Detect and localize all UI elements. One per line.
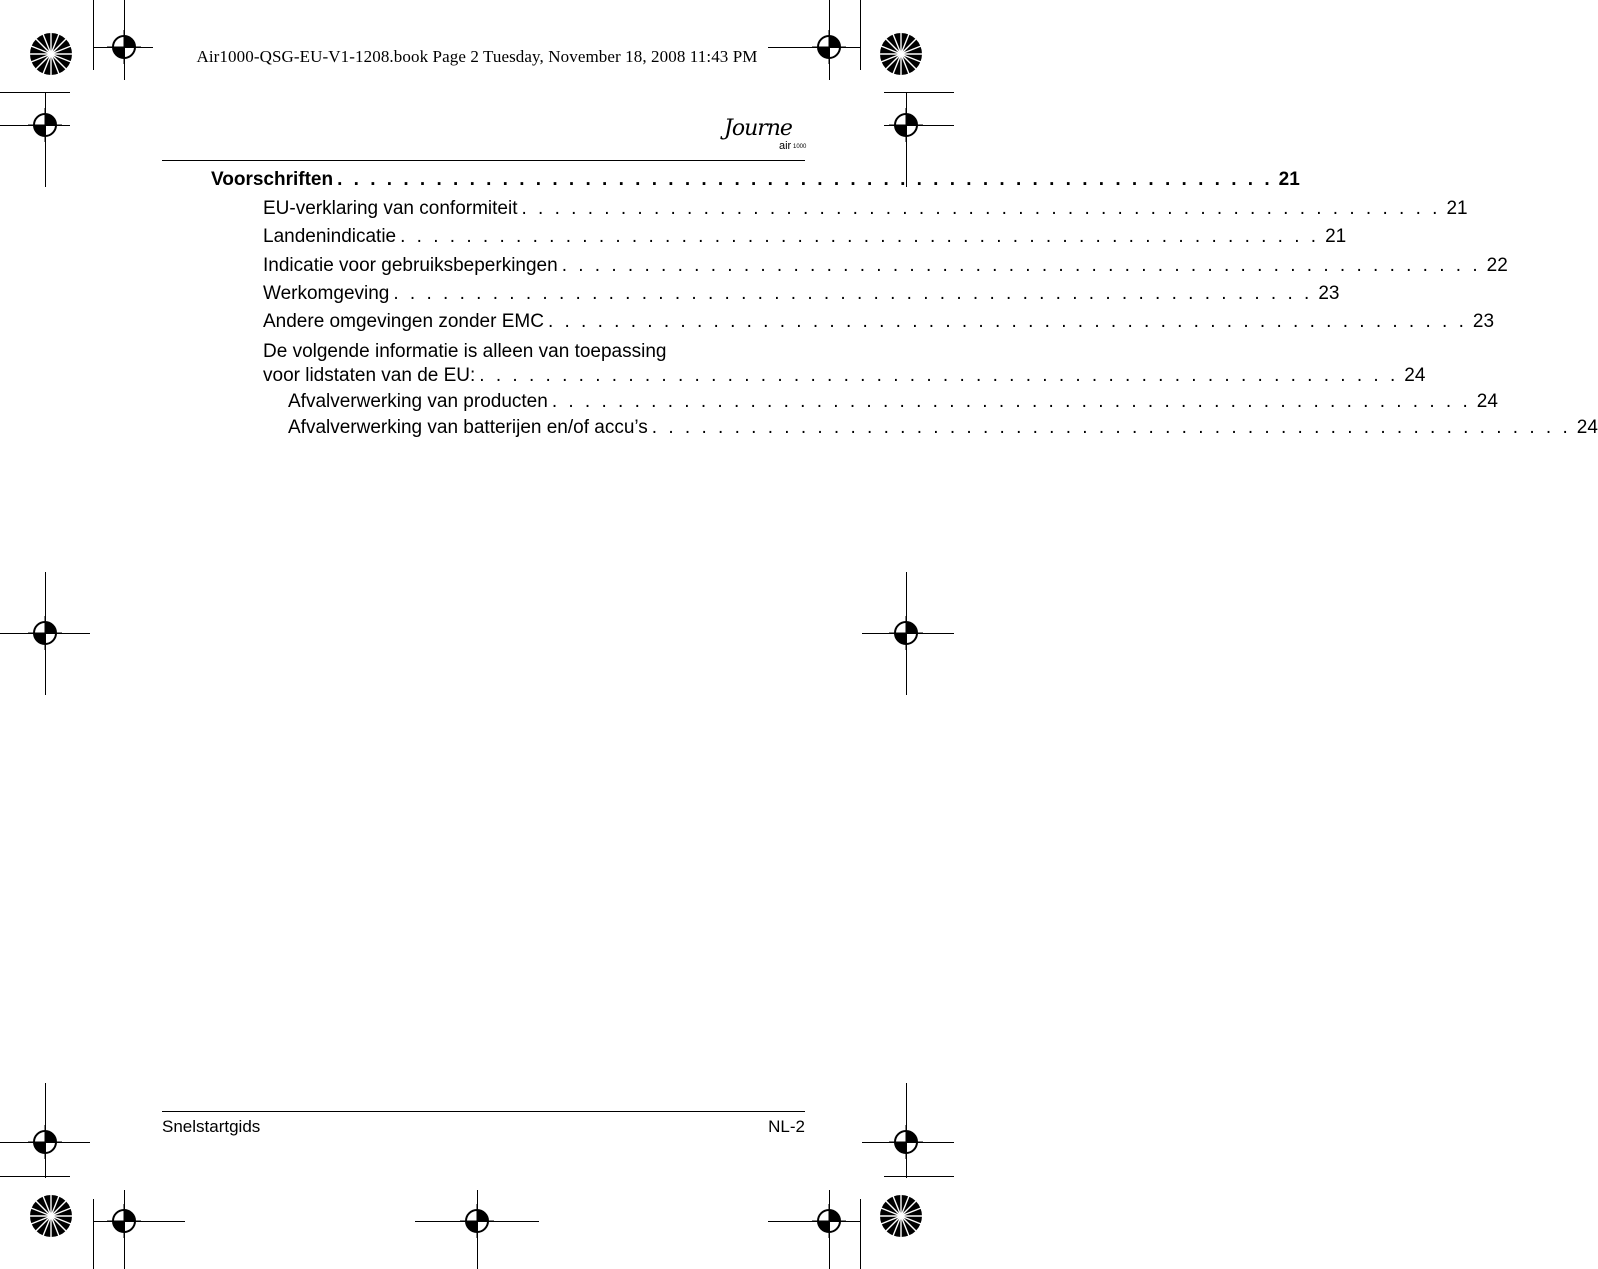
toc-leader-dots: . . . . . . . . . . . . . . . . . . . . . . . . . . . . . . . . . . . . . . . . . . . . . . . . . . . . . . . . bbox=[393, 283, 1313, 304]
toc-entry-label-line1[interactable]: De volgende informatie is alleen van toepassing bbox=[263, 341, 667, 362]
registration-target-icon bbox=[812, 30, 846, 64]
starburst-target-icon bbox=[28, 1193, 74, 1239]
toc-entry-label: voor lidstaten van de EU: bbox=[263, 365, 476, 386]
toc-page-number: 24 bbox=[1576, 417, 1598, 438]
print-slug: Air1000-QSG-EU-V1-1208.book Page 2 Tuesday, November 18, 2008 11:43 PM bbox=[196, 47, 758, 66]
toc-leader-dots: . . . . . . . . . . . . . . . . . . . . . . . . . . . . . . . . . . . . . . . . . . . . . . . . . . . . . . . . . bbox=[337, 169, 1273, 190]
logo-model-text: 1000 bbox=[793, 144, 807, 150]
toc-leader-dots: . . . . . . . . . . . . . . . . . . . . . . . . . . . . . . . . . . . . . . . . . . . . . . . . . . . . . . . . bbox=[651, 417, 1571, 438]
toc-section-label: Voorschriften bbox=[211, 169, 334, 190]
toc-entry[interactable] bbox=[263, 365, 1426, 387]
registration-target-icon bbox=[107, 30, 141, 64]
toc-page-number: 21 bbox=[1446, 198, 1468, 219]
toc-entry-label: Werkomgeving bbox=[263, 283, 390, 304]
toc-leader-dots: . . . . . . . . . . . . . . . . . . . . . . . . . . . . . . . . . . . . . . . . . . . . . . . . . . . . . . . . bbox=[547, 311, 1467, 332]
toc-leader-dots: . . . . . . . . . . . . . . . . . . . . . . . . . . . . . . . . . . . . . . . . . . . . . . . . . . . . . . . . bbox=[400, 226, 1320, 247]
registration-target-icon bbox=[889, 616, 923, 650]
toc-entry[interactable] bbox=[263, 311, 1495, 333]
toc-subentry[interactable] bbox=[288, 417, 1598, 439]
starburst-target-icon bbox=[878, 31, 924, 77]
header-rule bbox=[162, 160, 805, 161]
toc-leader-dots: . . . . . . . . . . . . . . . . . . . . . . . . . . . . . . . . . . . . . . . . . . . . . . . . . . . . . . . . bbox=[479, 365, 1399, 386]
toc-page-number: 21 bbox=[1278, 169, 1300, 190]
registration-target-icon bbox=[28, 108, 62, 142]
toc-entry[interactable] bbox=[263, 226, 1347, 248]
registration-target-icon bbox=[28, 1125, 62, 1159]
starburst-target-icon bbox=[878, 1193, 924, 1239]
logo-sub-text: air bbox=[779, 140, 792, 152]
toc-page-number: 23 bbox=[1318, 283, 1340, 304]
toc-entry[interactable] bbox=[263, 198, 1468, 220]
toc-entry-label: Indicatie voor gebruiksbeperkingen bbox=[263, 255, 558, 276]
toc-page-number: 24 bbox=[1404, 365, 1426, 386]
toc-leader-dots: . . . . . . . . . . . . . . . . . . . . . . . . . . . . . . . . . . . . . . . . . . . . . . . . . . . . . . . . bbox=[521, 198, 1441, 219]
registration-target-icon bbox=[460, 1204, 494, 1238]
registration-target-icon bbox=[889, 1125, 923, 1159]
toc-subentry-label: Afvalverwerking van producten bbox=[288, 391, 548, 412]
toc-subentry[interactable] bbox=[288, 391, 1498, 413]
toc-entry[interactable] bbox=[263, 283, 1340, 305]
toc-leader-dots: . . . . . . . . . . . . . . . . . . . . . . . . . . . . . . . . . . . . . . . . . . . . . . . . . . . . . . . . bbox=[551, 391, 1471, 412]
toc-subentry-label: Afvalverwerking van batterijen en/of accu’s bbox=[288, 417, 648, 438]
toc-page-number: 24 bbox=[1476, 391, 1498, 412]
starburst-target-icon bbox=[28, 31, 74, 77]
footer-title: Snelstartgids bbox=[162, 1117, 261, 1136]
page-number: NL-2 bbox=[768, 1117, 805, 1136]
toc-entry-label: Landenindicatie bbox=[263, 226, 397, 247]
toc-section[interactable] bbox=[211, 169, 1300, 191]
toc-leader-dots: . . . . . . . . . . . . . . . . . . . . . . . . . . . . . . . . . . . . . . . . . . . . . . . . . . . . . . . . bbox=[561, 255, 1481, 276]
journe-logo bbox=[722, 116, 808, 158]
registration-target-icon bbox=[812, 1204, 846, 1238]
footer-rule bbox=[162, 1111, 805, 1112]
logo-script-text: Journe bbox=[724, 116, 792, 141]
registration-target-icon bbox=[107, 1204, 141, 1238]
registration-target-icon bbox=[889, 108, 923, 142]
toc-entry-label: EU-verklaring van conformiteit bbox=[263, 198, 518, 219]
toc-page-number: 23 bbox=[1472, 311, 1495, 332]
toc-entry-label: Andere omgevingen zonder EMC bbox=[263, 311, 544, 332]
toc-entry[interactable] bbox=[263, 255, 1508, 277]
toc-page-number: 22 bbox=[1486, 255, 1508, 276]
registration-target-icon bbox=[28, 616, 62, 650]
toc-page-number: 21 bbox=[1325, 226, 1347, 247]
